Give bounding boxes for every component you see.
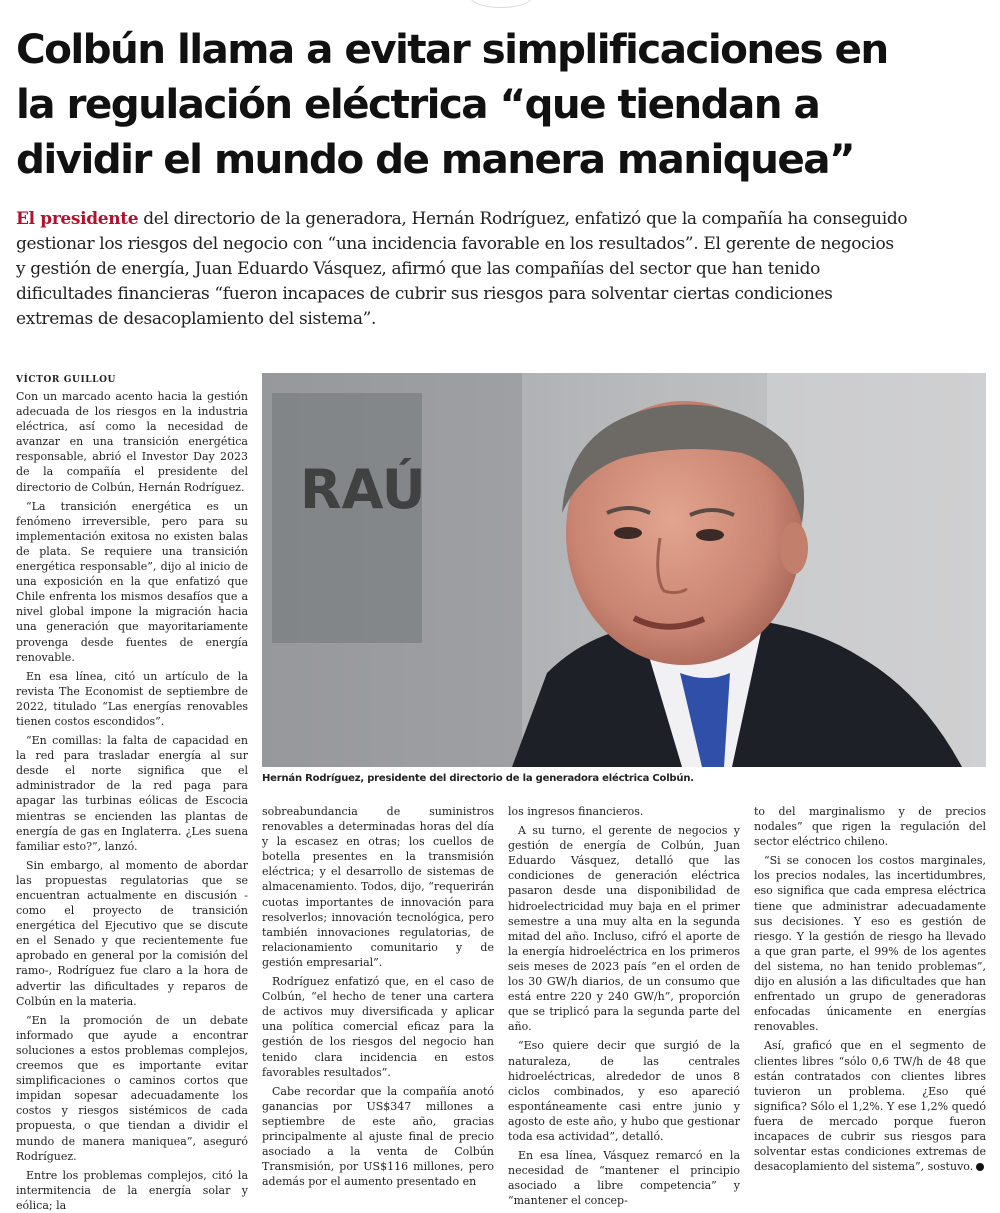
lede bbox=[16, 207, 988, 332]
paragraph: “Si se conocen los costos marginales, los precios nodales, las incertidumbres, eso significa que cada empresa eléctrica tiene que administrar adecuadamente sus decisiones. Y eso es gestión de riesgo. Y la gestión de riesgo ha llevado a que gran parte, el 99% de los agentes del sistema, no han tenido problemas”, dijo en alusión a las dificultades que han enfrentado un grupo de generadoras enfocadas únicamente en energías renovables. bbox=[754, 854, 986, 1034]
paragraph: Rodríguez enfatizó que, en el caso de Colbún, “el hecho de tener una cartera de activos muy diversificada y aplicar una política comercial eficaz para la gestión de los riesgos del negocio han tenido clara incidencia en estos favorables resultados”. bbox=[262, 975, 494, 1079]
paragraph: En esa línea, Vásquez remarcó en la necesidad de “mantener el principio asociado a libre competencia” y “mantener el concep- bbox=[508, 1149, 740, 1208]
wall-sign: RAÚ bbox=[300, 458, 426, 521]
paragraph-text: Así, graficó que en el segmento de clientes libres “sólo 0,6 TW/h de 48 que están contratados con clientes libres tuvieron un problema. ¿Eso qué significa? Sólo el 1,2%. Y ese 1,2% quedó fuera de mercado porque fueron incapaces de cubrir sus riesgos para solventar estas condiciones extremas de desacoplamiento del sistema”, sostuvo. bbox=[754, 1039, 986, 1174]
paragraph: Con un marcado acento hacia la gestión adecuada de los riesgos en la industria eléctrica, así como la necesidad de avanzar en una transición energética responsable, abrió el Investor Day 2023 de la compañía el presidente del directorio de Colbún, Hernán Rodríguez. bbox=[16, 390, 248, 494]
headline-line: dividir el mundo de manera maniquea” bbox=[16, 135, 855, 183]
lede-line: gestionar los riesgos del negocio con “una incidencia favorable en los resultados”. El gerente de negocios bbox=[16, 234, 894, 254]
paragraph: En esa línea, citó un artículo de la revista The Economist de septiembre de 2022, titulado “Las energías renovables tienen costos escondidos”. bbox=[16, 669, 248, 728]
headline bbox=[16, 22, 984, 187]
article-column-1 bbox=[16, 389, 248, 1212]
paragraph: Cabe recordar que la compañía anotó ganancias por US$347 millones a septiembre de este año, gracias principalmente al ajuste final de precio asociado a la venta de Colbún Transmisión, por US$116 millones, pero además por el aumento presentado en bbox=[262, 1084, 494, 1189]
lede-line bbox=[16, 207, 988, 232]
lede-line: y gestión de energía, Juan Eduardo Vásquez, afirmó que las compañías del sector que han tenido bbox=[16, 259, 821, 279]
headline-line: la regulación eléctrica “que tiendan a bbox=[16, 80, 820, 128]
lede-line: extremas de desacoplamiento del sistema”. bbox=[16, 309, 377, 329]
paragraph: “En comillas: la falta de capacidad en la red para trasladar energía al sur desde el norte significa que el administrador de la red paga para apagar las turbinas eólicas de Escocia mientras se encienden las plantas de energía de gas en Inglaterra. ¿Les suena familiar esto?”, lanzó. bbox=[16, 734, 248, 853]
paragraph: Entre los problemas complejos, citó la intermitencia de la energía solar y eólica; la bbox=[16, 1168, 248, 1212]
article-column-4 bbox=[754, 804, 986, 1172]
paragraph: “En la promoción de un debate informado que ayude a encontrar soluciones a estos problemas complejos, creemos que es importante evitar simplificaciones o caminos cortos que impidan sopesar adecuadamente los costos y riesgos sistémicos de cada propuesta, o que tiendan a dividir el mundo de manera maniquea”, aseguró Rodríguez. bbox=[16, 1013, 248, 1163]
lede-text: del directorio de la generadora, Hernán Rodríguez, enfatizó que la compañía ha conseguido bbox=[138, 209, 908, 229]
photo-caption: Hernán Rodríguez, presidente del directorio de la generadora eléctrica Colbún. bbox=[262, 773, 694, 784]
headline-line: Colbún llama a evitar simplificaciones en bbox=[16, 25, 888, 73]
top-decoration bbox=[470, 0, 532, 8]
article-photo bbox=[262, 373, 986, 767]
paragraph: A su turno, el gerente de negocios y gestión de energía de Colbún, Juan Eduardo Vásquez, detalló que las condiciones de generación eléctrica pasaron desde una disponibilidad de hidroelectricidad muy baja en el primer semestre a una muy alta en la segunda mitad del año. Incluso, cifró el aporte de la energía hidroeléctrica en los primeros seis meses de 2023 país “en el orden de los 30 GW/h diarios, de un consumo que está entre 220 y 240 GW/h”, proporción que se triplicó para la segunda parte del año. bbox=[508, 824, 740, 1034]
article-column-3 bbox=[508, 804, 740, 1208]
paragraph: los ingresos financieros. bbox=[508, 805, 644, 818]
paragraph bbox=[754, 1038, 986, 1174]
paragraph: “Eso quiere decir que surgió de la naturaleza, de las centrales hidroeléctricas, alrededor de unos 8 ciclos combinados, y eso apareció espontáneamente casi entre junio y agosto de este año, y hubo que gestionar toda esa actividad”, detalló. bbox=[508, 1039, 740, 1143]
lede-kicker: El presidente bbox=[16, 209, 139, 229]
paragraph: sobreabundancia de suministros renovables a determinadas horas del día y la escasez en otras; los cuellos de botella presentes en la transmisión eléctrica; y el desarrollo de sistemas de almacenamiento. Todos, dijo, “requerirán cuotas importantes de innovación para resolverlos; innovación tecnológica, pero también innovaciones regulatorias, de relacionamiento comunitario y de gestión empresarial”. bbox=[262, 805, 494, 969]
end-of-article-icon bbox=[976, 1163, 984, 1171]
paragraph: Sin embargo, al momento de abordar las propuestas regulatorias que se encuentran actualmente en discusión -como el proyecto de transición energética del Ejecutivo que se discute en el Senado y que recientemente fue aprobado en general por la comisión del ramo-, Rodríguez fue claro a la hora de advertir las dificultades y reparos de Colbún en la materia. bbox=[16, 858, 248, 1008]
lede-line: dificultades financieras “fueron incapaces de cubrir sus riesgos para solventar ciertas condiciones bbox=[16, 284, 833, 304]
portrait-illustration bbox=[262, 373, 986, 767]
paragraph: to del marginalismo y de precios nodales” que rigen la regulación del sector eléctrico chileno. bbox=[754, 805, 986, 849]
article-column-2 bbox=[262, 804, 494, 1189]
paragraph: “La transición energética es un fenómeno irreversible, pero para su implementación exitosa no existen balas de plata. Se requiere una transición energética responsable”, dijo al inicio de una exposición en la que enfatizó que Chile enfrenta los mismos desafíos que a nivel global impone la migración hacia una generación que mayoritariamente provenga desde fuentes de energía renovable. bbox=[16, 499, 248, 664]
byline: VÍCTOR GUILLOU bbox=[16, 375, 116, 385]
